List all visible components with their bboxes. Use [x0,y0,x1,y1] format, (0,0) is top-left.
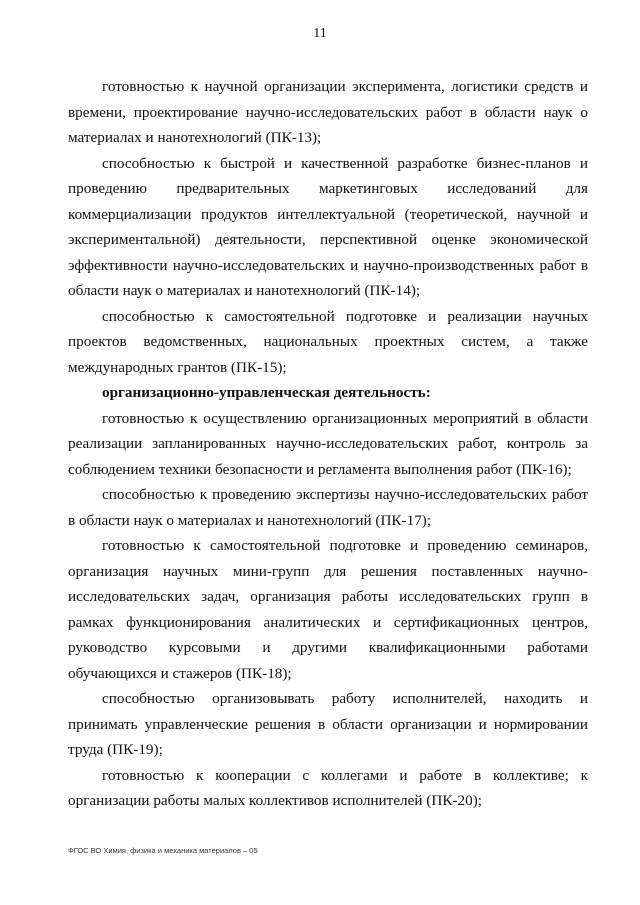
paragraph-pk-16: готовностью к осуществлению организационных мероприятий в области реализации запланированных научно-исследовательских работ, контроль за соблюдением техники безопасности и регламента выполнения работ (ПК-16); [68,409,588,478]
paragraph-pk-19: способностью организовывать работу исполнителей, находить и принимать управленческие решения в области организации и нормировании труда (ПК-19); [68,690,588,758]
document-body [68,74,588,814]
paragraph-pk-17: способностью к проведению экспертизы научно-исследовательских работ в области наук о материалах и нанотехнологий (ПК-17); [68,486,588,529]
paragraph-pk-15: способностью к самостоятельной подготовке и реализации научных проектов ведомственных, национальных проектных систем, а также международных грантов (ПК-15); [68,307,588,376]
paragraph-pk-13: готовностью к научной организации эксперимента, логистики средств и времени, проектирование научно-исследовательских работ в области наук о материалах и нанотехнологий (ПК-13); [68,78,588,146]
paragraph-pk-14: способностью к быстрой и качественной разработке бизнес-планов и проведению предварительных маркетинговых исследований для коммерциализации продуктов интеллектуальной (теоретической, научной и экспериментальной) деятельности, перспективной оценке экономической эффективности научно-исследовательских и научно-производственных работ в области наук о материалах и нанотехнологий (ПК-14); [68,154,588,299]
page-footer: ФГОС ВО Химия, физика и механика материалов – 05 [68,846,258,855]
section-heading: организационно-управленческая деятельность: [102,384,431,401]
page-number: 11 [313,26,327,41]
paragraph-pk-20: готовностью к кооперации с коллегами и работе в коллективе; к организации работы малых коллективов исполнителей (ПК-20); [68,766,588,809]
paragraph-pk-18: готовностью к самостоятельной подготовке и проведению семинаров, организация научных мини-групп для решения поставленных научно-исследовательских задач, организация работы исследовательских групп в рамках функционирования аналитических и сертификационных центров, руководство курсовыми и другими квалификационными работами обучающихся и стажеров (ПК-18); [68,537,588,682]
